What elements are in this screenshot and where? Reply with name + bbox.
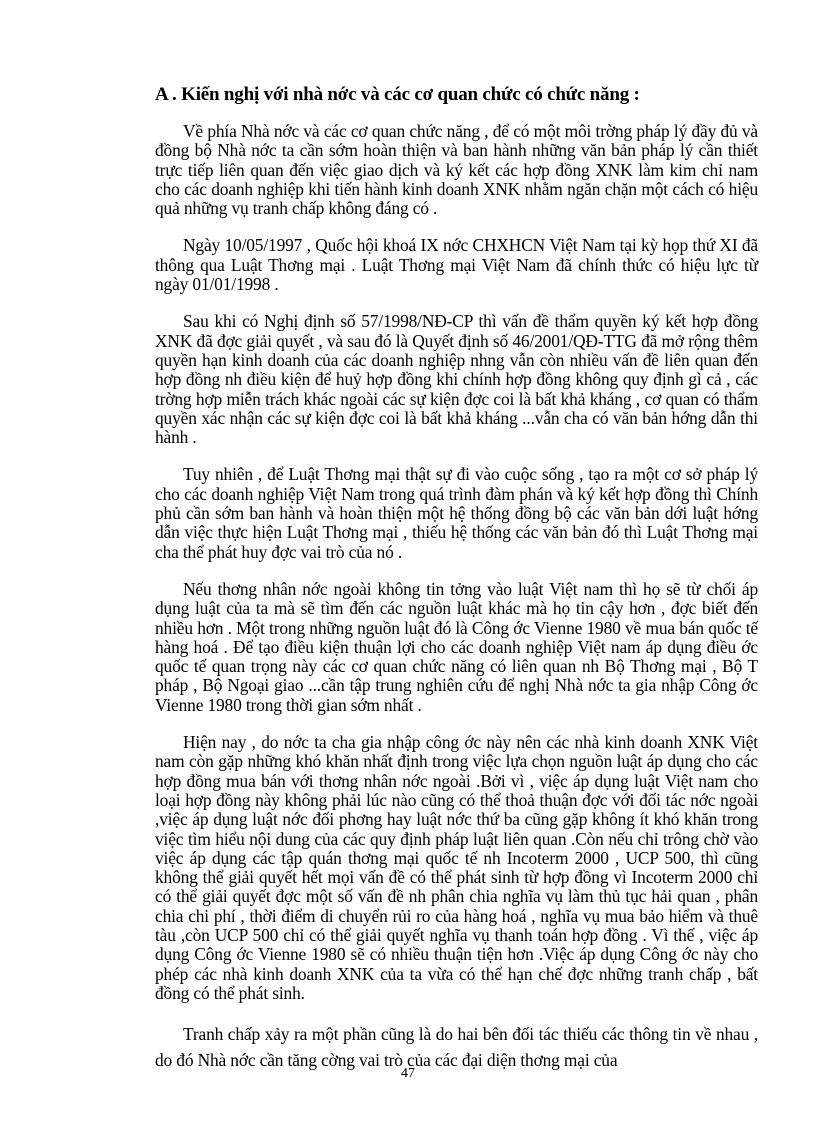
page-number: 47 bbox=[401, 1066, 415, 1081]
document-body bbox=[155, 82, 758, 1091]
paragraph-6: Hiện nay , do nớc ta cha gia nhập công ớc này nên các nhà kinh doanh XNK Việt nam còn gặp những khó khăn nhất định trong việc lựa chọn nguồn luật áp dụng cho các hợp đồng mua bán với thơng nhân nớc ngoài .Bởi vì , việc áp dụng luật Việt nam cho loại hợp đồng này không phải lúc nào cũng có thể thoả thuận đợc với đối tác nớc ngoài ,việc áp dụng luật nớc đối phơng hay luật nớc thứ ba cũng gặp không ít khó khăn trong việc tìm hiểu nội dung của các quy định pháp luật liên quan .Còn nếu chỉ trông chờ vào việc áp dụng các tập quán thơng mại quốc tế nh Incoterm 2000 , UCP 500, thì cũng không thể giải quyết hết mọi vấn đề có thể phát sinh từ hợp đồng vì Incoterm 2000 chỉ có thể giải quyết đợc một số vấn đề nh phân chia nghĩa vụ làm thủ tục hải quan , phân chia chi phí , thời điểm di chuyển rủi ro của hàng hoá , nghĩa vụ mua bảo hiểm và thuê tàu ,còn UCP 500 chỉ có thể giải quyết nghĩa vụ thanh toán hợp đồng . Vì thế , việc áp dụng Công ớc Vienne 1980 sẽ có nhiều thuận tiện hơn .Việc áp dụng Công ớc này cho phép các nhà kinh doanh XNK của ta vừa có thể hạn chế đợc những tranh chấp , bất đồng có thể phát sinh. bbox=[155, 732, 758, 1003]
paragraph-1: Về phía Nhà nớc và các cơ quan chức năng , để có một môi trờng pháp lý đầy đủ và đồng bộ Nhà nớc ta cần sớm hoàn thiện và ban hành những văn bản pháp lý cần thiết trực tiếp liên quan đến việc giao dịch và ký kết các hợp đồng XNK làm kim chỉ nam cho các doanh nghiệp khi tiến hành kinh doanh XNK nhằm ngăn chặn một cách có hiệu quả những vụ tranh chấp không đáng có . bbox=[155, 121, 758, 219]
section-heading: A . Kiến nghị với nhà nớc và các cơ quan chức có chức năng : bbox=[155, 84, 640, 105]
paragraph-5: Nếu thơng nhân nớc ngoài không tin tởng vào luật Việt nam thì họ sẽ từ chối áp dụng luật của ta mà sẽ tìm đến các nguồn luật khác mà họ tin cậy hơn , đợc biết đến nhiều hơn . Một trong những nguồn luật đó là Công ớc Vienne 1980 về mua bán quốc tế hàng hoá . Để tạo điều kiện thuận lợi cho các doanh nghiệp Việt nam áp dụng điều ớc quốc tế quan trọng này các cơ quan chức năng có liên quan nh Bộ Thơng mại , Bộ T pháp , Bộ Ngoại giao ...cần tập trung nghiên cứu để nghị Nhà nớc ta gia nhập Công ớc Vienne 1980 trong thời gian sớm nhất . bbox=[155, 578, 758, 715]
paragraph-7: Tranh chấp xảy ra một phần cũng là do hai bên đối tác thiếu các thông tin về nhau , do đó Nhà nớc cần tăng cờng vai trò của các đại diện thơng mại của bbox=[155, 1024, 758, 1071]
paragraph-3: Sau khi có Nghị định số 57/1998/NĐ-CP thì vấn đề thẩm quyền ký kết hợp đồng XNK đã đợc giải quyết , và sau đó là Quyết định số 46/2001/QĐ-TTG đã mở rộng thêm quyền hạn kinh doanh của các doanh nghiệp nhng vẫn còn nhiều vấn đề liên quan đến hợp đồng nh điều kiện để huỷ hợp đồng khi chính hợp đồng không quy định gì cả , các trờng hợp miễn trách khác ngoài các sự kiện đợc coi là bất khả kháng , cơ quan có thẩm quyền xác nhận các sự kiện đợc coi là bất khả kháng ...vẫn cha có văn bản hớng dẫn thi hành . bbox=[155, 311, 758, 448]
paragraph-2: Ngày 10/05/1997 , Quốc hội khoá IX nớc CHXHCN Việt Nam tại kỳ họp thứ XI đã thông qua Luật Thơng mại . Luật Thơng mại Việt Nam đã chính thức có hiệu lực từ ngày 01/01/1998 . bbox=[155, 235, 758, 295]
paragraph-4: Tuy nhiên , để Luật Thơng mại thật sự đi vào cuộc sống , tạo ra một cơ sở pháp lý cho các doanh nghiệp Việt Nam trong quá trình đàm phán và ký kết hợp đồng thì Chính phủ cần sớm ban hành và hoàn thiện một hệ thống đồng bộ các văn bản dới luật hớng dẫn việc thực hiện Luật Thơng mại , thiếu hệ thống các văn bản đó thì Luật Thơng mại cha thể phát huy đợc vai trò của nó . bbox=[155, 464, 758, 562]
